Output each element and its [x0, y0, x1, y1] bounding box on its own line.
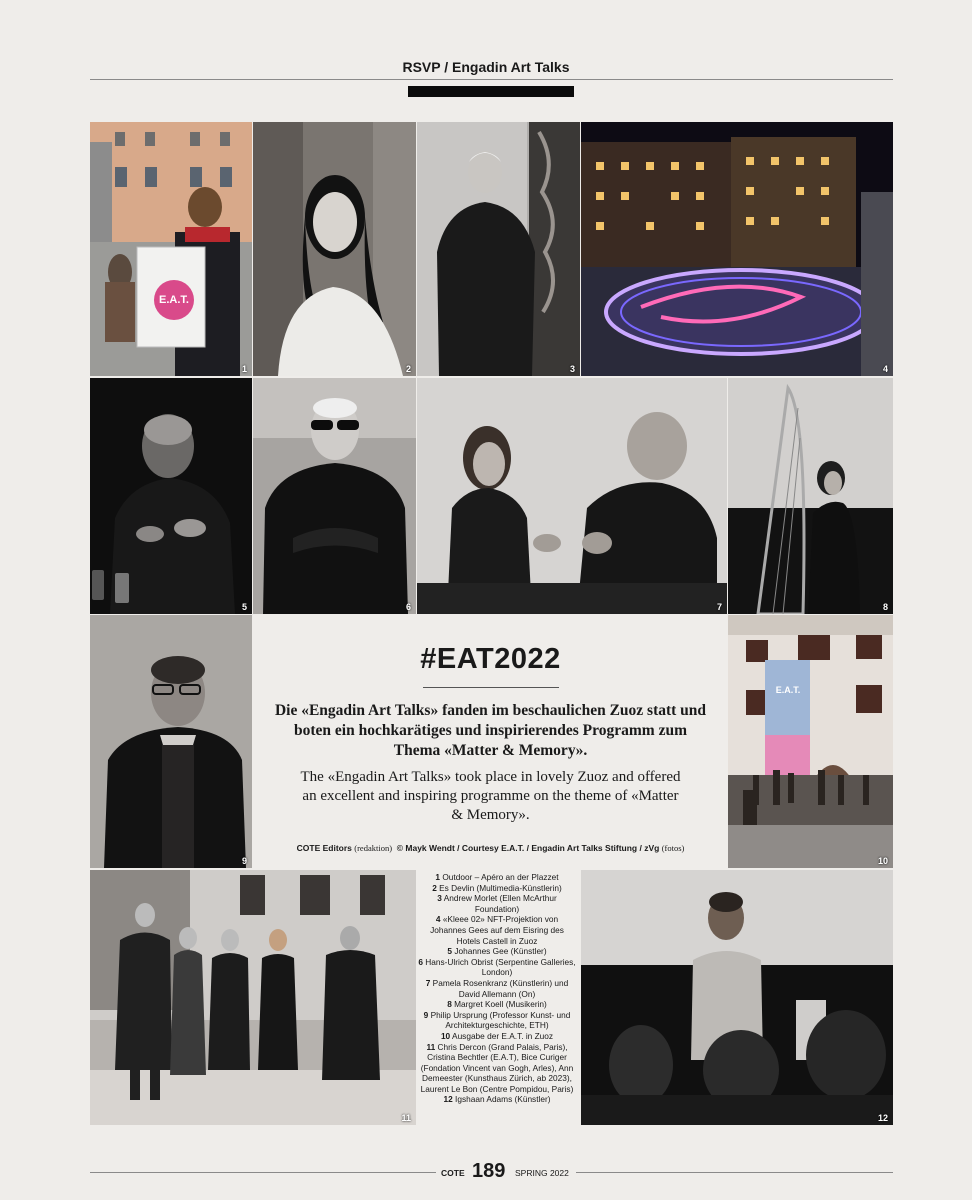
- caption-item: [418, 946, 576, 957]
- photo-number: 4: [882, 364, 888, 374]
- photo-number: 5: [241, 602, 247, 612]
- caption-number: 5: [447, 946, 453, 957]
- caption-item: [418, 872, 576, 883]
- photo-number: 10: [877, 856, 888, 866]
- caption-number: 10: [440, 1030, 451, 1041]
- caption-text: Margret Koell (Musikerin): [454, 999, 547, 1010]
- caption-text: Chris Dercon (Grand Palais, Paris), Cristina Bechtler (E.A.T), Bice Curiger (Fondation Vincent van Gogh, Arles), Ann Demeester (Kunsthaus Zürich, ab 2023), Laurent Le Bon (Centre Pompidou, Paris): [420, 1041, 574, 1094]
- photo-4-nft-projection: [581, 122, 893, 376]
- caption-number: 8: [447, 999, 452, 1010]
- caption-item: [418, 957, 576, 978]
- caption-item: [418, 883, 576, 894]
- photo-7-rosenkranz-allemann: [417, 378, 727, 614]
- photo-number: 8: [882, 602, 888, 612]
- photo-number: 7: [716, 602, 722, 612]
- credit-editors: COTE Editors: [296, 843, 352, 853]
- caption-text: Igshaan Adams (Künstler): [455, 1094, 551, 1105]
- article-intro: [253, 615, 728, 868]
- credit-photos: © Mayk Wendt / Courtesy E.A.T. / Engadin Art Talks Stiftung / zVg: [396, 843, 660, 853]
- caption-list: [418, 872, 576, 1105]
- article-hashtag: #EAT2022: [420, 643, 561, 675]
- photo-3-andrew-morlet: [417, 122, 580, 376]
- section-title: RSVP / Engadin Art Talks: [402, 59, 570, 75]
- photo-number: 2: [405, 364, 411, 374]
- photo-5-johannes-gee: [90, 378, 252, 614]
- caption-text: Outdoor – Apéro an der Plazzet: [442, 872, 559, 882]
- footer-issue: SPRING 2022: [515, 1168, 569, 1178]
- caption-number: 6: [418, 956, 423, 967]
- caption-item: [418, 1010, 576, 1031]
- photo-number: 3: [569, 364, 575, 374]
- caption-item: [418, 893, 576, 914]
- caption-text: Philip Ursprung (Professor Kunst- und Architekturgeschichte, ETH): [430, 1009, 571, 1031]
- caption-number: 1: [435, 872, 441, 882]
- caption-item: [418, 999, 576, 1010]
- photo-credits: [253, 843, 728, 853]
- photo-number: 9: [241, 856, 247, 866]
- intro-english: The «Engadin Art Talks» took place in lovely Zuoz and offered an excellent and inspiring programme on the theme of «Matter & Memory».: [300, 769, 681, 823]
- photo-number: 1: [241, 364, 247, 374]
- photo-2-es-devlin: [253, 122, 416, 376]
- intro-german: Die «Engadin Art Talks» fanden im beschaulichen Zuoz statt und boten ein hochkarätiges und inspirierendes Programm zum Thema «Matter & Memory».: [274, 702, 707, 759]
- photo-11-group: [90, 870, 416, 1125]
- caption-item: [418, 1031, 576, 1042]
- photo-number: 11: [401, 1113, 411, 1123]
- photo-12-igshaan-adams: [581, 870, 893, 1125]
- caption-number: 9: [423, 1009, 429, 1020]
- caption-text: «Kleee 02» NFT-Projektion von Johannes Gees auf dem Eisring des Hotels Castell in Zuoz: [430, 914, 564, 946]
- caption-text: Pamela Rosenkranz (Künstlerin) und David Allemann (On): [432, 977, 569, 999]
- caption-item: [418, 1094, 576, 1105]
- caption-text: Hans-Ulrich Obrist (Serpentine Galleries, London): [425, 956, 576, 978]
- caption-text: Andrew Morlet (Ellen McArthur Foundation): [443, 893, 557, 914]
- photo-number: 6: [405, 602, 411, 612]
- caption-number: 12: [443, 1094, 453, 1105]
- caption-item: [418, 978, 576, 999]
- credit-editors-role: (redaktion): [354, 843, 393, 853]
- header-rule: [90, 79, 893, 80]
- caption-number: 2: [432, 882, 437, 893]
- photo-number: 12: [877, 1113, 888, 1123]
- photo-10-eat-zuoz: [728, 615, 893, 868]
- caption-text: Ausgabe der E.A.T. in Zuoz: [452, 1030, 554, 1041]
- banner-logo: E.A.T.: [775, 685, 801, 695]
- photo-6-hans-ulrich-obrist: [253, 378, 416, 614]
- caption-text: Johannes Gee (Künstler): [454, 946, 547, 957]
- caption-text: Es Devlin (Multimedia-Künstlerin): [439, 882, 562, 893]
- caption-item: [418, 1042, 576, 1095]
- caption-number: 11: [426, 1041, 436, 1052]
- photo-1-outdoor-apero: [90, 122, 252, 376]
- photo-9-philip-ursprung: [90, 615, 252, 868]
- photo-8-margret-koell: [728, 378, 893, 614]
- footer-magazine: COTE: [441, 1168, 465, 1178]
- credit-photos-role: (fotos): [661, 843, 685, 853]
- footer-rule: [90, 1172, 436, 1173]
- intro-rule: [423, 687, 559, 688]
- page-number: 189: [472, 1160, 506, 1182]
- header-black-bar: [408, 86, 574, 97]
- caption-item: [418, 914, 576, 946]
- bag-logo: E.A.T.: [159, 294, 189, 306]
- footer-rule: [576, 1172, 893, 1173]
- caption-number: 3: [437, 893, 442, 904]
- caption-number: 4: [435, 914, 441, 925]
- caption-number: 7: [425, 977, 431, 988]
